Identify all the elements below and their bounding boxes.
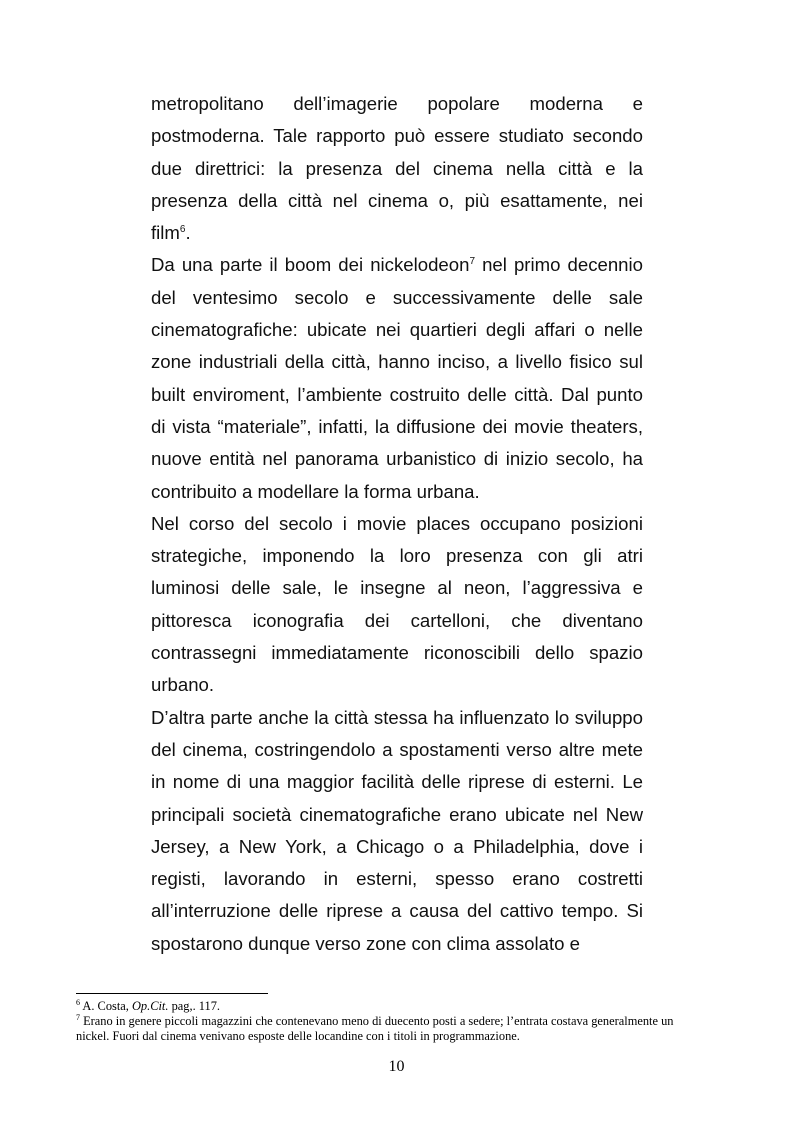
footnote-reference: 6 — [179, 224, 186, 235]
footnote-separator — [76, 993, 268, 994]
footnotes — [76, 999, 706, 1044]
page-number: 10 — [388, 1058, 405, 1075]
footnote — [76, 999, 706, 1014]
footnote-text: Erano in genere piccoli magazzini che contenevano meno di duecento posti a sedere; l’entrata costava generalmente un nickel. Fuori dal cinema venivano esposte delle locandine con i titoli in programmazione. — [76, 1014, 674, 1043]
paragraph-text: Da una parte il boom dei nickelodeon — [151, 254, 470, 276]
footnote-text: A. Costa, — [80, 999, 132, 1013]
footnote-reference: 7 — [469, 256, 475, 268]
footnote-number: 6 — [76, 997, 80, 1007]
footnote-number: 7 — [76, 1012, 80, 1022]
paragraph-text: nel primo decennio del ventesimo secolo e successivamente delle sale cinematografiche: ubicate nei quartieri degli affari o nelle zone industriali della città, hanno inciso, a livello fisico sul built enviroment, l’ambiente costruito delle città. Dal punto di vista “materiale”, infatti, la diffusione dei movie theaters, nuove entità nel panorama urbanistico di inizio secolo, ha contribuito a modellare la forma urbana. — [151, 254, 643, 502]
footnote — [76, 1014, 706, 1044]
paragraph: D’altra parte anche la città stessa ha influenzato lo sviluppo del cinema, costringendolo a spostamenti verso altre mete in nome di una maggior facilità delle riprese di esterni. Le principali società cinematografiche erano ubicate nel New Jersey, a New York, a Chicago o a Philadelphia, dove i registi, lavorando in esterni, spesso erano costretti all’interruzione delle riprese a causa del cattivo tempo. Si spostarono dunque verso zone con clima assolato e — [151, 706, 643, 954]
paragraph-text: . — [185, 222, 191, 244]
footnote-text: pag,. 117. — [168, 999, 220, 1013]
footnote-citation: Op.Cit. — [131, 999, 169, 1013]
body-text — [151, 88, 643, 960]
paragraph: Nel corso del secolo i movie places occupano posizioni strategiche, imponendo la loro presenza con gli atri luminosi delle sale, le insegne al neon, l’aggressiva e pittoresca iconografia dei cartelloni, che diventano contrassegni immediatamente riconoscibili dello spazio urbano. — [151, 512, 643, 696]
paragraph — [151, 88, 643, 249]
paragraph — [151, 249, 643, 507]
paragraph-text: metropolitano dell’imagerie popolare moderna e postmoderna. Tale rapporto può essere studiato secondo due direttrici: la presenza del cinema nella città e la presenza della città nel cinema o, più esattamente, nei film — [151, 93, 643, 244]
